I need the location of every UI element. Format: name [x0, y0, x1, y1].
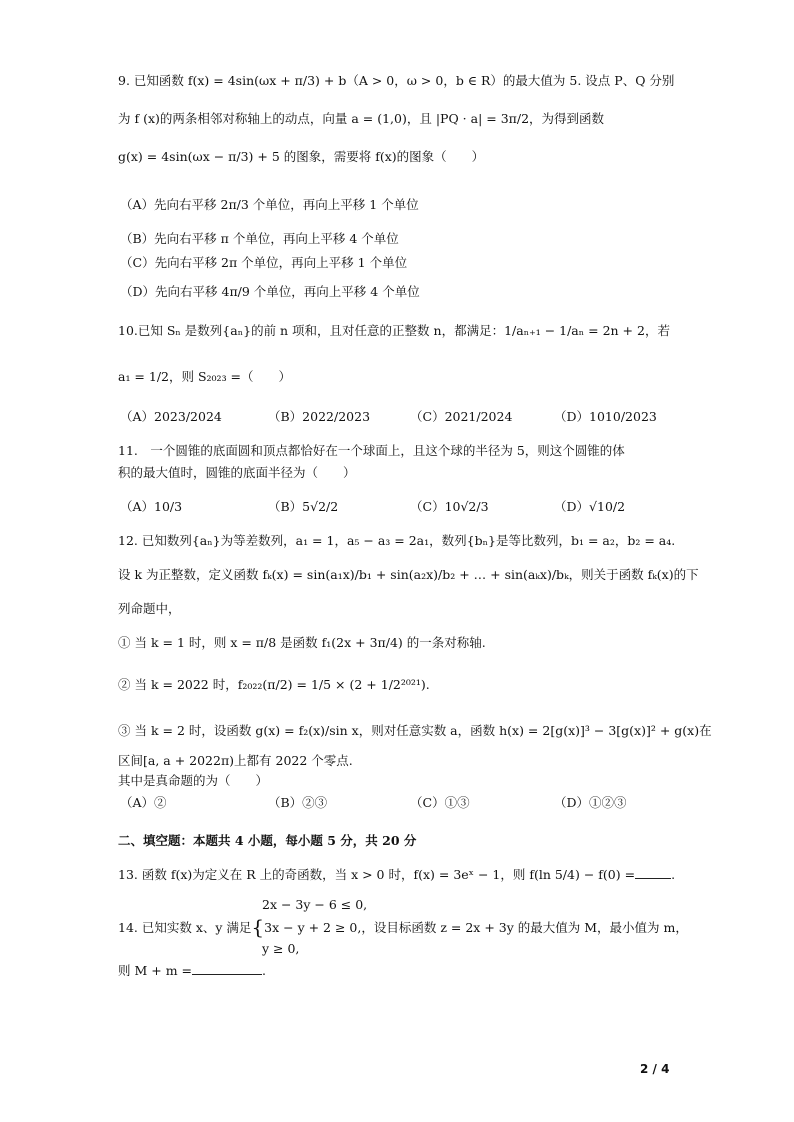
q14-system-3: y ≥ 0,	[262, 941, 300, 956]
q12-proposition-1: ① 当 k = 1 时，则 x = π/8 是函数 f₁(2x + 3π/4) 的一条对称轴.	[118, 635, 486, 650]
q9-option-d: （D）先向右平移 4π/9 个单位，再向上平移 4 个单位	[120, 284, 420, 299]
q11-option-b: （B）5√2/2	[268, 499, 339, 514]
section-2-title: 二、填空题：本题共 4 小题，每小题 5 分，共 20 分	[118, 833, 417, 848]
q12-proposition-3-cont: 区间[a, a + 2022π)上都有 2022 个零点.	[118, 753, 353, 768]
q9-line2: 为 f (x)的两条相邻对称轴上的动点，向量 a = (1,0)，且 |PQ · a| = 3π/2，为得到函数	[118, 111, 605, 126]
q11-line2: 积的最大值时，圆锥的底面半径为（ ）	[118, 465, 356, 480]
page-number: 2 / 4	[640, 1062, 670, 1076]
q9-option-b: （B）先向右平移 π 个单位，再向上平移 4 个单位	[120, 231, 399, 246]
q11-line1: 11. 一个圆锥的底面圆和顶点都恰好在一个球面上，且这个球的半径为 5，则这个圆锥的体	[118, 443, 625, 458]
q12-option-c: （C）①③	[410, 795, 470, 810]
q12-line1: 12. 已知数列{aₙ}为等差数列，a₁ = 1，a₅ − a₃ = 2a₁，数列{bₙ}是等比数列，b₁ = a₂，b₂ = a₄.	[118, 533, 676, 548]
q12-option-a: （A）②	[120, 795, 167, 810]
q12-option-d: （D）①②③	[554, 795, 627, 810]
q12-line2: 设 k 为正整数，定义函数 fₖ(x) = sin(a₁x)/b₁ + sin(a₂x)/b₂ + … + sin(aₖx)/bₖ，则关于函数 fₖ(x)的下	[118, 567, 699, 582]
q10-option-c: （C）2021/2024	[410, 409, 513, 424]
q14-line2-text: 则 M + m =	[118, 963, 192, 978]
q12-proposition-3: ③ 当 k = 2 时，设函数 g(x) = f₂(x)/sin x，则对任意实数 a，函数 h(x) = 2[g(x)]³ − 3[g(x)]² + g(x)在	[118, 723, 712, 738]
q12-line4: 其中是真命题的为（ ）	[118, 773, 269, 788]
q13-text: 13. 函数 f(x)为定义在 R 上的奇函数，当 x > 0 时，f(x) = 3eˣ − 1，则 f(ln 5/4) − f(0) =	[118, 867, 636, 882]
q10-option-a: （A）2023/2024	[120, 409, 222, 424]
q12-option-b: （B）②③	[268, 795, 328, 810]
q10-option-d: （D）1010/2023	[554, 409, 657, 424]
q14-system-2: 3x − y + 2 ≥ 0,	[264, 920, 362, 935]
q14-line2: 则 M + m = .	[118, 963, 266, 978]
q14-system-1: 2x − 3y − 6 ≤ 0,	[262, 897, 368, 912]
q14-brace: {	[251, 915, 265, 939]
q14-lead: 14. 已知实数 x、y 满足	[118, 920, 252, 935]
q14-rest: ，设目标函数 z = 2x + 3y 的最大值为 M，最小值为 m，	[361, 920, 688, 935]
q11-option-d: （D）√10/2	[554, 499, 626, 514]
q12-line3: 列命题中，	[118, 601, 181, 616]
q12-proposition-2: ② 当 k = 2022 时，f₂₀₂₂(π/2) = 1/5 × (2 + 1/2²⁰²¹).	[118, 677, 430, 692]
q9-line3: g(x) = 4sin(ωx − π/3) + 5 的图象，需要将 f(x)的图象（ ）	[118, 149, 485, 164]
q10-line1: 10.已知 Sₙ 是数列{aₙ}的前 n 项和，且对任意的正整数 n，都满足：1/aₙ₊₁ − 1/aₙ = 2n + 2，若	[118, 323, 670, 338]
q9-option-c: （C）先向右平移 2π 个单位，再向上平移 1 个单位	[120, 255, 408, 270]
q14-answer-blank	[192, 962, 262, 975]
q11-option-c: （C）10√2/3	[410, 499, 489, 514]
q10-option-b: （B）2022/2023	[268, 409, 371, 424]
q9-option-a: （A）先向右平移 2π/3 个单位，再向上平移 1 个单位	[120, 197, 419, 212]
q9-line1: 9. 已知函数 f(x) = 4sin(ωx + π/3) + b（A > 0，ω > 0，b ∈ R）的最大值为 5. 设点 P、Q 分别	[118, 73, 675, 88]
q13-line: 13. 函数 f(x)为定义在 R 上的奇函数，当 x > 0 时，f(x) = 3eˣ − 1，则 f(ln 5/4) − f(0) = .	[118, 867, 676, 882]
q14-line1	[118, 915, 688, 939]
q10-line2: a₁ = 1/2，则 S₂₀₂₃ =（ ）	[118, 369, 292, 384]
q11-option-a: （A）10/3	[120, 499, 183, 514]
q13-answer-blank	[635, 866, 671, 879]
